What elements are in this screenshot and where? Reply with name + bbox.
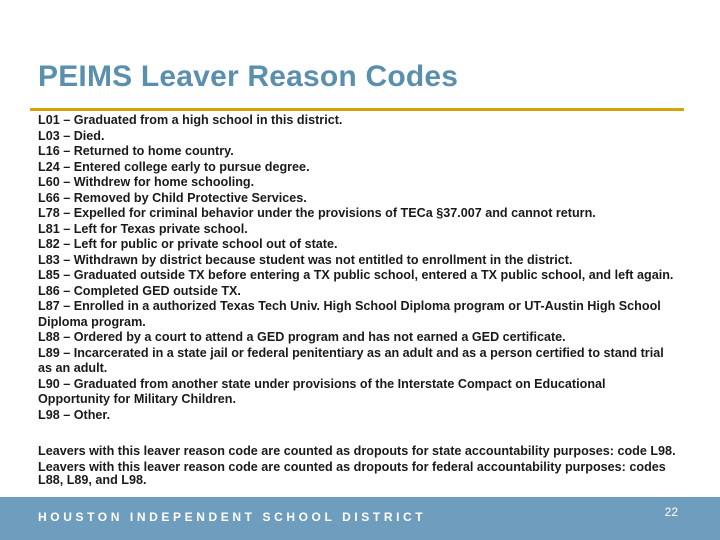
footer-bar [0, 497, 720, 540]
code-item: L89 – Incarcerated in a state jail or federal penitentiary as an adult and as a person certified to stand trial as an adult. [38, 345, 664, 375]
code-item: L60 – Withdrew for home schooling. [38, 175, 255, 189]
code-item: L78 – Expelled for criminal behavior under the provisions of TECa §37.007 and cannot return. [38, 206, 596, 220]
code-item: L98 – Other. [38, 407, 111, 422]
code-item: L87 – Enrolled in a authorized Texas Tech Univ. High School Diploma program or UT-Austin High School Diploma program. [38, 299, 661, 329]
code-item: L88 – Ordered by a court to attend a GED program and has not earned a GED certificate. [38, 330, 566, 344]
organization-name: HOUSTON INDEPENDENT SCHOOL DISTRICT [38, 510, 427, 524]
code-item: L16 – Returned to home country. [38, 144, 234, 158]
code-item: L66 – Removed by Child Protective Services. [38, 190, 307, 205]
leaver-code-list [38, 113, 678, 423]
slide-title: PEIMS Leaver Reason Codes [38, 60, 459, 93]
code-item: L90 – Graduated from another state under provisions of the Interstate Compact on Educational Opportunity for Military Children. [38, 376, 606, 406]
code-item: L03 – Died. [38, 128, 105, 143]
state-accountability-note: Leavers with this leaver reason code are counted as dropouts for state accountability purposes: code L98. [38, 444, 676, 458]
code-item: L01 – Graduated from a high school in this district. [38, 113, 343, 127]
title-divider [30, 108, 684, 111]
code-item: L86 – Completed GED outside TX. [38, 283, 241, 298]
accountability-notes [38, 445, 678, 490]
code-item: L81 – Left for Texas private school. [38, 221, 248, 236]
code-item: L82 – Left for public or private school out of state. [38, 237, 338, 251]
page-number: 22 [664, 505, 678, 519]
federal-accountability-note: Leavers with this leaver reason code are counted as dropouts for federal accountability purposes: codes L88, L89, and L98. [38, 459, 666, 487]
code-item: L24 – Entered college early to pursue degree. [38, 159, 310, 174]
code-item: L85 – Graduated outside TX before entering a TX public school, entered a TX public school, and left again. [38, 268, 674, 282]
code-item: L83 – Withdrawn by district because student was not entitled to enrollment in the district. [38, 252, 573, 267]
